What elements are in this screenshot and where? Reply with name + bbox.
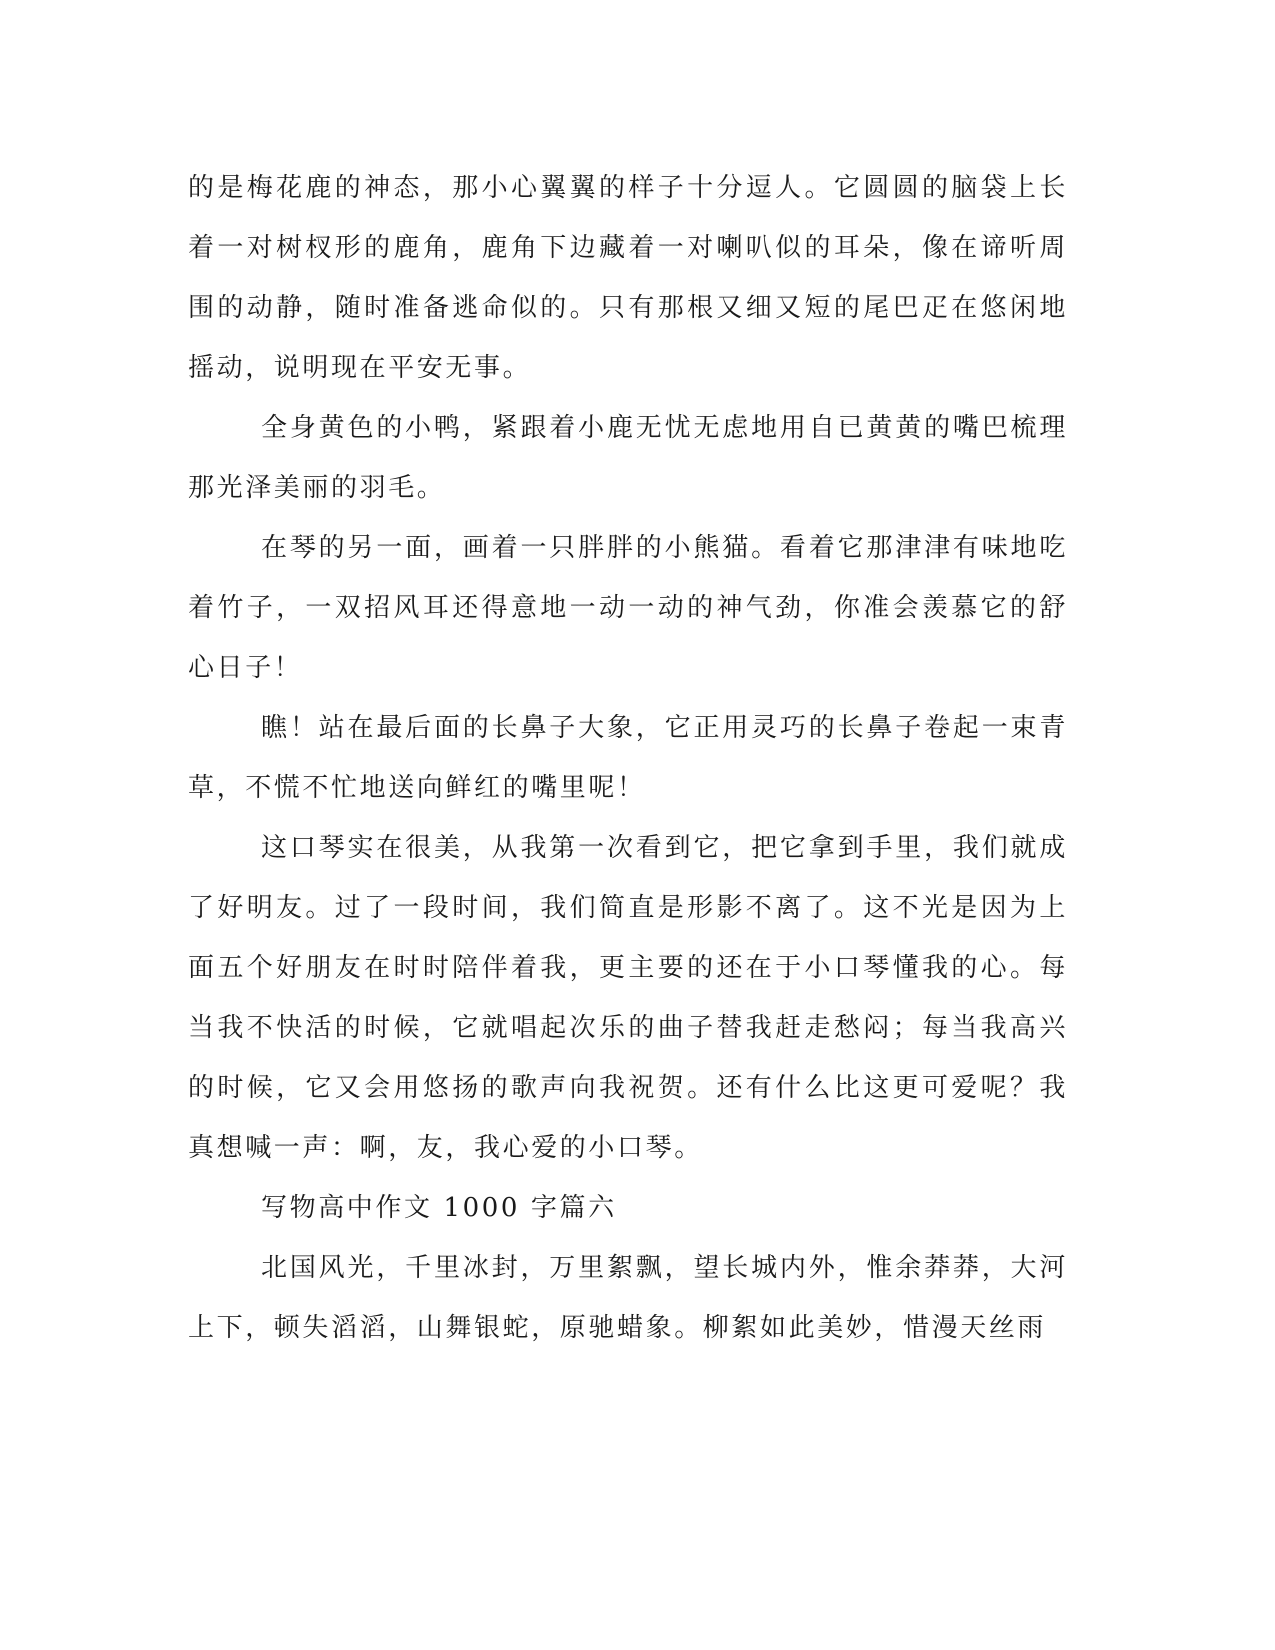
paragraph-duckling: 全身黄色的小鸭，紧跟着小鹿无忧无虑地用自已黄黄的嘴巴梳理那光泽美丽的羽毛。 [188,413,1068,503]
paragraph-elephant: 瞧！站在最后面的长鼻子大象，它正用灵巧的长鼻子卷起一束青草，不慌不忙地送向鲜红的嘴里呢！ [188,713,1068,803]
paragraph-continuation: 的是梅花鹿的神态，那小心翼翼的样子十分逗人。它圆圆的脑袋上长着一对树杈形的鹿角，鹿角下边藏着一对喇叭似的耳朵，像在谛听周围的动静，随时准备逃命似的。只有那根又细又短的尾巴疋在悠闲地摇动，说明现在平安无事。 [188,173,1068,383]
paragraph-northern-scenery: 北国风光，千里冰封，万里絮飘，望长城内外，惟余莽莽，大河上下，顿失滔滔，山舞银蛇，原驰蜡象。柳絮如此美妙，惜漫天丝雨 [188,1253,1068,1343]
paragraph-harmonica-friend: 这口琴实在很美，从我第一次看到它，把它拿到手里，我们就成了好明友。过了一段时间，我们简直是形影不离了。这不光是因为上面五个好朋友在时时陪伴着我，更主要的还在于小口琴懂我的心。每当我不快活的时候，它就唱起次乐的曲子替我赶走愁闷；每当我高兴的时候，它又会用悠扬的歌声向我祝贺。还有什么比这更可爱呢？我真想喊一声：啊，友，我心爱的小口琴。 [188,833,1068,1163]
section-heading: 写物高中作文 1000 字篇六 [261,1193,617,1223]
document-body [188,158,1068,1358]
paragraph-panda: 在琴的另一面，画着一只胖胖的小熊猫。看着它那津津有味地吃着竹子，一双招风耳还得意地一动一动的神气劲，你准会羡慕它的舒心日子！ [188,533,1068,683]
